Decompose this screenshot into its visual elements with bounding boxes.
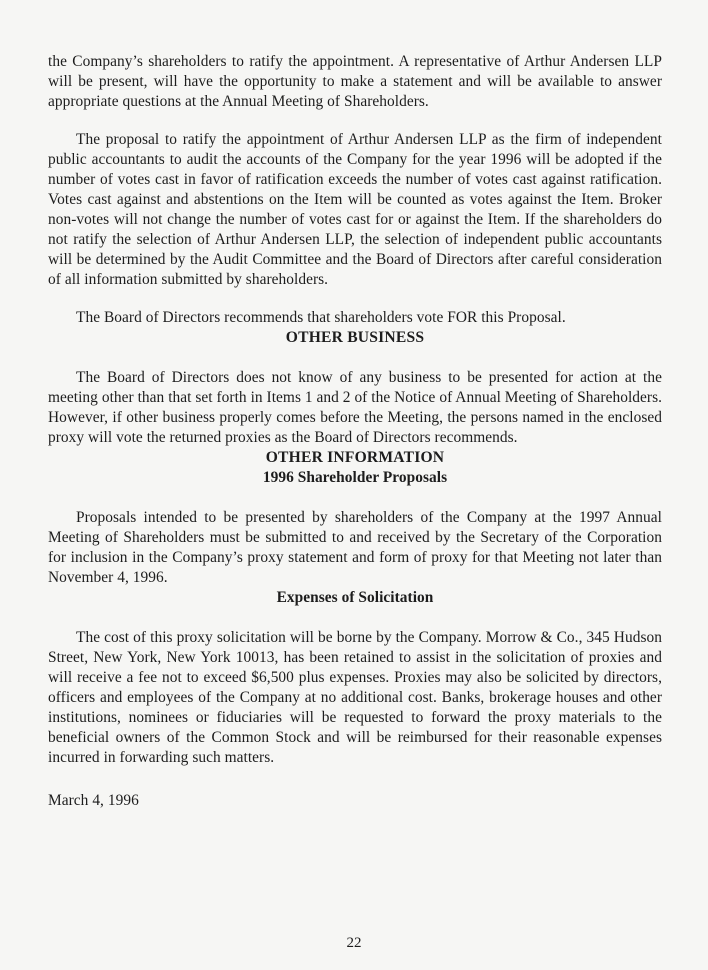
paragraph-board-recommendation: The Board of Directors recommends that shareholders vote FOR this Proposal. xyxy=(76,309,566,326)
paragraph-other-business: The Board of Directors does not know of any business to be presented for action at the meeting other than that set forth in Items 1 and 2 of the Notice of Annual Meeting of Shareholders. However, if other business properly comes before the Meeting, the persons named in the enclosed proxy will vote the returned proxies as the Board of Directors recommends. xyxy=(48,369,663,446)
paragraph-ratification-voting: The proposal to ratify the appointment of Arthur Andersen LLP as the firm of independent public accountants to audit the accounts of the Company for the year 1996 will be adopted if the number of votes cast in favor of ratification exceeds the number of votes cast against ratification. Votes cast against and abstentions on the Item will be counted as votes against the Item. Broker non-votes will not change the number of votes cast for or against the Item. If the shareholders do not ratify the selection of Arthur Andersen LLP, the selection of independent public accountants will be determined by the Audit Committee and the Board of Directors after careful consideration of all information submitted by shareholders. xyxy=(48,131,662,288)
document-date: March 4, 1996 xyxy=(48,792,139,809)
document-body xyxy=(48,52,662,811)
page-number: 22 xyxy=(346,935,362,951)
paragraph-expenses: The cost of this proxy solicitation will be borne by the Company. Morrow & Co., 345 Hudson Street, New York, New York 10013, has been retained to assist in the solicitation of proxies and will receive a fee not to exceed $6,500 plus expenses. Proxies may also be solicited by directors, officers and employees of the Company at no additional cost. Banks, brokerage houses and other institutions, nominees or fiduciaries will be requested to forward the proxy materials to the beneficial owners of the Common Stock and will be reimbursed for their reasonable expenses incurred in forwarding such matters. xyxy=(48,629,662,766)
heading-other-information: OTHER INFORMATION xyxy=(265,449,445,466)
paragraph-shareholder-proposals: Proposals intended to be presented by shareholders of the Company at the 1997 Annual Meeting of Shareholders must be submitted to and received by the Secretary of the Corporation for inclusion in the Company’s proxy statement and form of proxy for that Meeting not later than November 4, 1996. xyxy=(48,509,662,586)
heading-other-business: OTHER BUSINESS xyxy=(285,329,425,346)
heading-expenses-of-solicitation: Expenses of Solicitation xyxy=(276,589,434,606)
heading-shareholder-proposals: 1996 Shareholder Proposals xyxy=(262,469,448,486)
paragraph-ratification-intro: the Company’s shareholders to ratify the appointment. A representative of Arthur Andersen LLP will be present, will have the opportunity to make a statement and will be available to answer appropriate questions at the Annual Meeting of Shareholders. xyxy=(48,53,662,110)
